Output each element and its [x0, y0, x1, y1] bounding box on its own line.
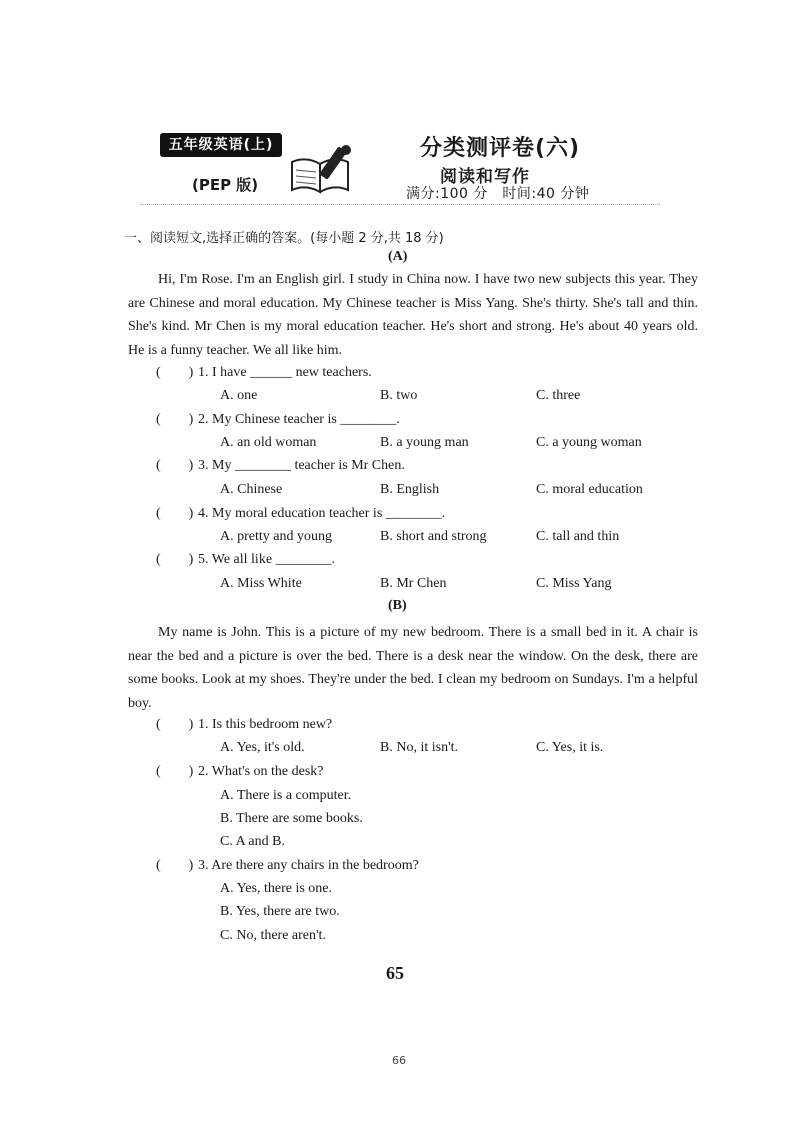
grade-badge: 五年级英语(上)	[160, 133, 282, 157]
answer-blank[interactable]: ( )	[156, 506, 194, 521]
question-stem: 2. My Chinese teacher is ________.	[198, 412, 400, 427]
question-b2	[156, 762, 324, 782]
answer-blank[interactable]: ( )	[156, 458, 194, 473]
answer-blank[interactable]: ( )	[156, 552, 194, 567]
option-c: C. moral education	[536, 482, 643, 497]
option-b: B. Mr Chen	[380, 576, 447, 591]
section-a-label: (A)	[388, 249, 408, 264]
question-a3	[156, 456, 405, 476]
question-stem: 3. My ________ teacher is Mr Chen.	[198, 458, 405, 473]
question-stem: 4. My moral education teacher is ________.	[198, 506, 446, 521]
option-a: A. Chinese	[220, 482, 283, 497]
option-c: C. Yes, it is.	[536, 740, 604, 755]
score-time-info: 满分:100 分 时间:40 分钟	[406, 186, 590, 202]
option-b: B. English	[380, 482, 440, 497]
question-a4	[156, 504, 445, 524]
option-a: A. pretty and young	[220, 529, 332, 544]
option-b: B. short and strong	[380, 529, 487, 544]
option-b: B. a young man	[380, 435, 469, 450]
header-divider	[140, 204, 660, 205]
answer-blank[interactable]: ( )	[156, 764, 194, 779]
page-subtitle: 阅读和写作	[440, 167, 530, 187]
passage-b	[128, 621, 698, 715]
option-a: A. one	[220, 388, 258, 403]
question-stem: 1. Is this bedroom new?	[198, 717, 333, 732]
footer-number: 66	[392, 1054, 406, 1067]
option-c: C. No, there aren't.	[220, 928, 326, 943]
section-b-label: (B)	[388, 598, 407, 613]
passage-b-text: My name is John. This is a picture of my new bedroom. There is a small bed in it. A chair is near the bed and a picture is over the bed. There is a desk near the window. On the desk, there are some books. Look at my shoes. They're under the bed. I clean my bedroom on Sundays. I'm a helpful boy.	[128, 625, 698, 711]
question-stem: 5. We all like ________.	[198, 552, 336, 567]
answer-blank[interactable]: ( )	[156, 365, 194, 380]
option-c: C. three	[536, 388, 581, 403]
option-c: C. a young woman	[536, 435, 642, 450]
answer-blank[interactable]: ( )	[156, 858, 194, 873]
option-b: B. No, it isn't.	[380, 740, 458, 755]
edition-label: (PEP 版)	[192, 176, 259, 194]
option-b: B. two	[380, 388, 418, 403]
option-b: B. There are some books.	[220, 811, 363, 826]
part1-instruction: 一、阅读短文,选择正确的答案。(每小题 2 分,共 18 分)	[124, 231, 444, 246]
option-a: A. Yes, there is one.	[220, 881, 332, 896]
question-a1	[156, 363, 372, 383]
option-c: C. Miss Yang	[536, 576, 612, 591]
question-stem: 1. I have ______ new teachers.	[198, 365, 372, 380]
option-c: C. A and B.	[220, 834, 285, 849]
option-a: A. Miss White	[220, 576, 302, 591]
passage-a	[128, 268, 698, 362]
answer-blank[interactable]: ( )	[156, 412, 194, 427]
option-a: A. There is a computer.	[220, 788, 352, 803]
question-stem: 2. What's on the desk?	[198, 764, 324, 779]
question-a5	[156, 550, 335, 570]
option-a: A. an old woman	[220, 435, 317, 450]
page-title: 分类测评卷(六)	[420, 136, 581, 161]
option-b: B. Yes, there are two.	[220, 904, 340, 919]
option-c: C. tall and thin	[536, 529, 620, 544]
question-stem: 3. Are there any chairs in the bedroom?	[198, 858, 419, 873]
answer-blank[interactable]: ( )	[156, 717, 194, 732]
passage-a-text: Hi, I'm Rose. I'm an English girl. I study in China now. I have two new subjects this year. They are Chinese and moral education. My Chinese teacher is Miss Yang. She's thirty. She's tall and thin. She's kind. Mr Chen is my moral education teacher. He's short and strong. He's about 40 years old. He is a funny teacher. We all like him.	[128, 272, 698, 358]
question-a2	[156, 410, 400, 430]
question-b3	[156, 856, 419, 876]
page-number: 65	[386, 963, 404, 983]
book-and-pen-icon	[288, 142, 358, 196]
question-b1	[156, 715, 332, 735]
option-a: A. Yes, it's old.	[220, 740, 305, 755]
